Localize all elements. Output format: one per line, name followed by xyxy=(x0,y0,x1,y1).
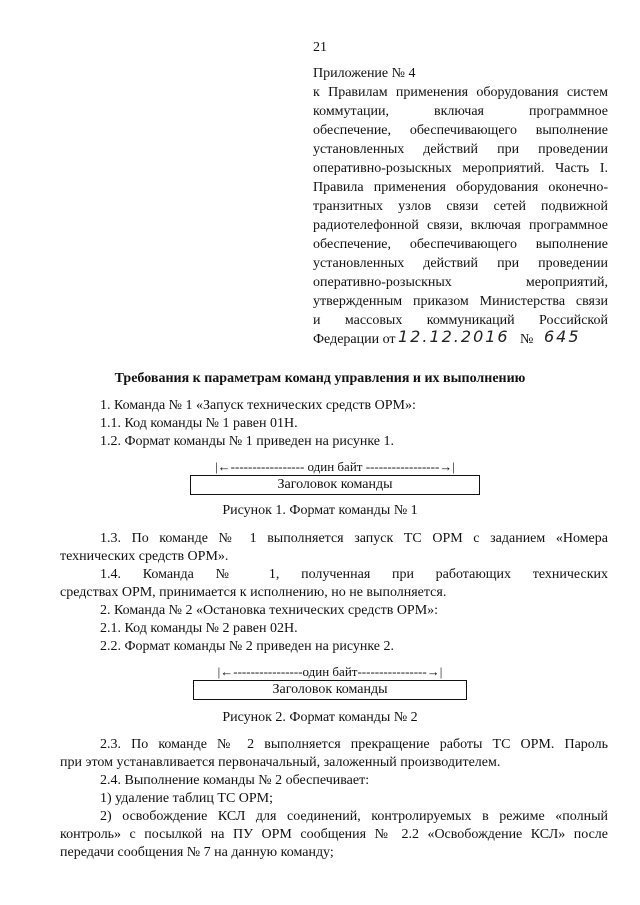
appendix-line: радиотелефонной связи, включая программное xyxy=(313,218,608,233)
handwritten-no-label: № xyxy=(520,332,534,347)
appendix-line: коммутации, включая программное xyxy=(313,104,608,119)
command-header-field xyxy=(190,475,480,495)
item-1-3-cont: технических средств ОРМ». xyxy=(60,549,229,564)
appendix-line: утвержденным приказом Министерства связи xyxy=(313,294,608,309)
appendix-title: Приложение № 4 xyxy=(313,66,416,81)
appendix-line: оперативно-розыскных мероприятий, xyxy=(313,275,608,290)
page-number: 21 xyxy=(313,40,327,55)
item-1-4-cont: средствах ОРМ, принимается к исполнению, но не выполняется. xyxy=(60,585,447,600)
appendix-line: к Правилам применения оборудования систем xyxy=(313,85,608,100)
handwritten-number: 645 xyxy=(544,327,581,346)
list-item-1: 1) удаление таблиц ТС ОРМ; xyxy=(100,791,274,806)
byte-width-label: |←----------------- один байт -----------------→| xyxy=(215,459,455,474)
appendix-line: и массовых коммуникаций Российской xyxy=(313,313,608,328)
item-2-2: 2.2. Формат команды № 2 приведен на рисунке 2. xyxy=(100,639,395,654)
list-item-2-end: передачи сообщения № 7 на данную команду; xyxy=(60,845,334,860)
appendix-line: установленных действий при проведении xyxy=(313,256,608,271)
appendix-last-line: Федерации от xyxy=(313,332,396,347)
appendix-line: обеспечение, обеспечивающего выполнение xyxy=(313,123,608,138)
item-2: 2. Команда № 2 «Остановка технических средств ОРМ»: xyxy=(100,603,439,618)
byte-width-label: |←----------------один байт----------------→| xyxy=(217,664,443,679)
list-item-2: 2) освобождение КСЛ для соединений, контролируемых в режиме «полный xyxy=(100,809,608,824)
item-2-1: 2.1. Код команды № 2 равен 02Н. xyxy=(100,621,298,636)
figure-caption: Рисунок 1. Формат команды № 1 xyxy=(222,503,418,518)
field-label: Заголовок команды xyxy=(272,682,388,697)
item-1-1: 1.1. Код команды № 1 равен 01Н. xyxy=(100,416,298,431)
appendix-line: транзитных узлов связи сетей подвижной xyxy=(313,199,608,214)
list-item-2-cont: контроль» с посылкой на ПУ ОРМ сообщения № 2.2 «Освобождение КСЛ» после xyxy=(60,827,608,842)
appendix-line: Правила применения оборудования оконечно- xyxy=(313,180,608,195)
item-2-3: 2.3. По команде № 2 выполняется прекращение работы ТС ОРМ. Пароль xyxy=(100,737,608,752)
item-1: 1. Команда № 1 «Запуск технических средств ОРМ»: xyxy=(100,398,416,413)
item-2-3-cont: при этом устанавливается первоначальный, заложенный производителем. xyxy=(60,755,501,770)
item-1-2: 1.2. Формат команды № 1 приведен на рисунке 1. xyxy=(100,434,395,449)
handwritten-date: 12.12.2016 xyxy=(398,327,510,346)
appendix-line: установленных действий при проведении xyxy=(313,142,608,157)
section-heading: Требования к параметрам команд управления и их выполнению xyxy=(114,371,526,386)
field-label: Заголовок команды xyxy=(277,477,393,492)
item-1-4: 1.4. Команда № 1, полученная при работающих технических xyxy=(100,567,608,582)
item-2-4: 2.4. Выполнение команды № 2 обеспечивает: xyxy=(100,773,370,788)
figure-caption: Рисунок 2. Формат команды № 2 xyxy=(222,710,418,725)
appendix-line: обеспечение, обеспечивающего выполнение xyxy=(313,237,608,252)
command-header-field xyxy=(193,680,467,700)
appendix-line: оперативно-розыскных мероприятий. Часть I. xyxy=(313,161,608,176)
item-1-3: 1.3. По команде № 1 выполняется запуск ТС ОРМ с заданием «Номера xyxy=(100,531,608,546)
